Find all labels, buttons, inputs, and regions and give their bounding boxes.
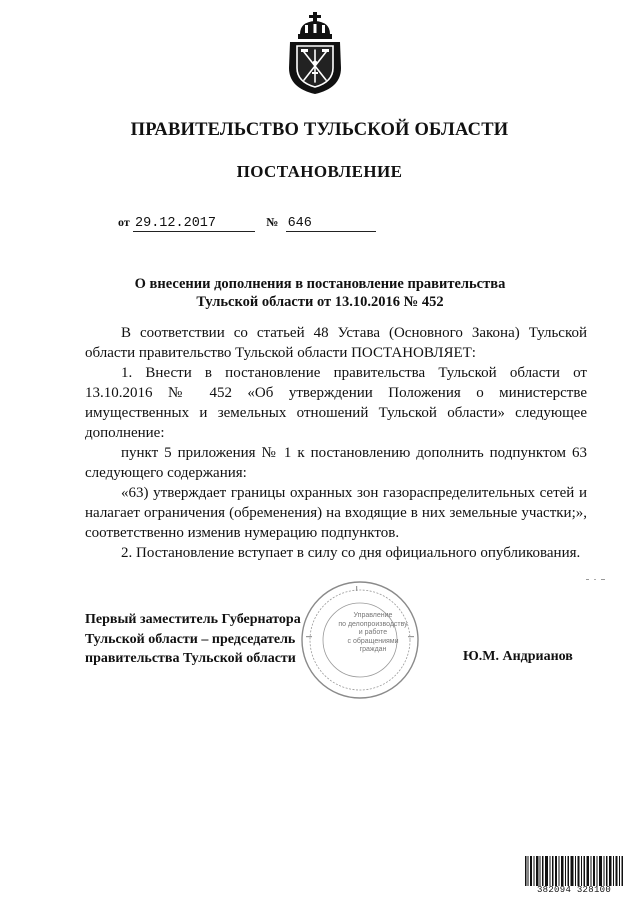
signatory-title-line-3: правительства Тульской области [85, 651, 296, 666]
government-title: ПРАВИТЕЛЬСТВО ТУЛЬСКОЙ ОБЛАСТИ [130, 120, 509, 140]
subject-line-2: Тульской области от 13.10.2016 № 452 [196, 294, 444, 310]
barcode-icon [524, 856, 624, 886]
document-date: 29.12.2017 [133, 216, 255, 232]
subject-line-1: О внесении дополнения в постановление правительства [134, 276, 506, 292]
body-paragraph-5: 2. Постановление вступает в силу со дня официального опубликования. [121, 545, 581, 561]
document-type: ПОСТАНОВЛЕНИЕ [236, 162, 403, 181]
body-paragraph-3: пункт 5 приложения № 1 к постановлению дополнить подпунктом 63 следующего содержания: [85, 445, 587, 481]
signatory-title-line-2: Тульской области – председатель [85, 631, 296, 647]
stamp-text [336, 612, 410, 655]
scan-specks [586, 578, 610, 582]
stamp-line: Управление [353, 612, 393, 619]
body-paragraph-2: 1. Внести в постановление правительства Тульской области от 13.10.2016 № 452 «Об утверждении Положения о министерстве имущественных и земельных отношений Тульской области» следующее дополнение: [85, 365, 587, 441]
stamp-line: и работе [358, 629, 388, 636]
coat-of-arms-icon [284, 10, 346, 96]
document-body [85, 323, 587, 563]
document-subject [60, 275, 580, 311]
date-number-line [118, 214, 376, 232]
body-paragraph-4: «63) утверждает границы охранных зон газораспределительных сетей и налагает ограничения (обременения) на входящие в них земельные участки;», соответственно изменив нумерацию подпунктов. [85, 485, 587, 541]
stamp-line: по делопроизводству [338, 620, 408, 628]
signatory-title-line-1: Первый заместитель Губернатора [85, 612, 301, 627]
stamp-line: с обращениями [347, 637, 399, 645]
stamp-line: граждан [359, 646, 387, 653]
date-prefix: от [118, 215, 130, 229]
signatory-name: Ю.М. Андрианов [463, 649, 573, 664]
document-number: 646 [286, 216, 376, 232]
number-label: № [266, 215, 279, 229]
barcode-digits: 382094 328100 [536, 885, 612, 895]
signatory-title [85, 610, 301, 669]
body-paragraph-1: В соответствии со статьей 48 Устава (Основного Закона) Тульской области правительство Тульской области ПОСТАНОВЛЯЕТ: [85, 325, 587, 361]
